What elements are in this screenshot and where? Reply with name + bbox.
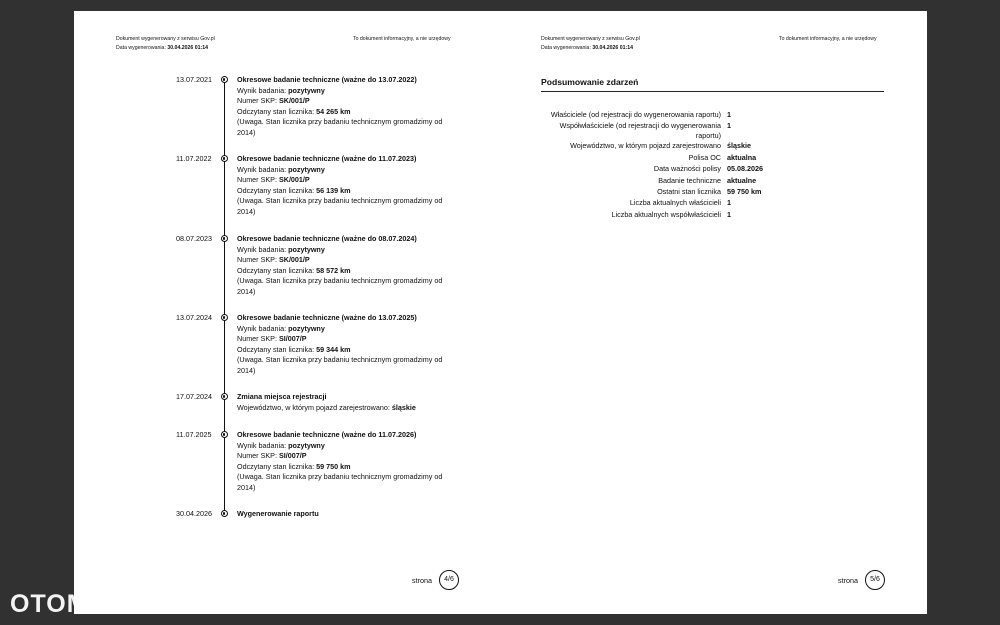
header-left-info: To dokument informacyjny, a nie urzędowy xyxy=(353,36,451,42)
event-title: Okresowe badanie techniczne (ważne do 11.07.2026) xyxy=(237,430,417,439)
event-title: Okresowe badanie techniczne (ważne do 11.07.2023) xyxy=(237,154,417,163)
summary-label: Liczba aktualnych właścicieli xyxy=(629,198,721,207)
odometer-label: Odczytany stan licznika: xyxy=(237,461,315,471)
result-label: Wynik badania: xyxy=(237,323,287,333)
event-note: (Uwaga. Stan licznika przy badaniu technicznym gromadzimy od 2014) xyxy=(237,276,443,296)
event-title: Okresowe badanie techniczne (ważne do 08.07.2024) xyxy=(237,234,417,243)
date-label: Data wygenerowania: xyxy=(541,45,591,51)
summary-value: 05.08.2026 xyxy=(727,164,763,173)
timeline-dot-icon xyxy=(221,155,228,162)
summary-label: Data ważności polisy xyxy=(653,164,721,173)
summary-value: aktualna xyxy=(727,153,757,162)
event-note: (Uwaga. Stan licznika przy badaniu technicznym gromadzimy od 2014) xyxy=(237,117,443,137)
summary-label: Ostatni stan licznika xyxy=(657,187,721,196)
timeline-dot-icon xyxy=(221,510,228,517)
odometer-label: Odczytany stan licznika: xyxy=(237,106,315,116)
skp-value: SK/001/P xyxy=(278,255,310,264)
header-right-date xyxy=(541,44,633,52)
date-label: Data wygenerowania: xyxy=(116,45,166,51)
odometer-value: 59 750 km xyxy=(316,461,351,471)
skp-label: Numer SKP: xyxy=(237,255,277,264)
event-note: (Uwaga. Stan licznika przy badaniu technicznym gromadzimy od 2014) xyxy=(237,196,443,216)
timeline-dot-icon xyxy=(221,76,228,83)
event-note: (Uwaga. Stan licznika przy badaniu technicznym gromadzimy od 2014) xyxy=(237,472,443,492)
summary-label: Liczba aktualnych współwłaścicieli xyxy=(611,210,721,219)
summary-value: aktualne xyxy=(727,176,757,185)
timeline-dot-icon xyxy=(221,431,228,438)
timeline-line xyxy=(224,78,225,514)
region-label: Województwo, w którym pojazd zarejestrowano: xyxy=(237,402,390,412)
summary-value: 1 xyxy=(727,110,731,119)
skp-label: Numer SKP: xyxy=(237,334,277,343)
header-right-info: To dokument informacyjny, a nie urzędowy xyxy=(779,36,877,42)
page-label-left: strona xyxy=(412,576,432,585)
header-right-source: Dokument wygenerowany z serwisu Gov.pl xyxy=(541,36,640,42)
event-title: Okresowe badanie techniczne (ważne do 13.07.2025) xyxy=(237,313,417,322)
summary-title: Podsumowanie zdarzeń xyxy=(541,77,884,92)
result-value: pozytywny xyxy=(288,440,325,450)
odometer-label: Odczytany stan licznika: xyxy=(237,344,315,354)
result-value: pozytywny xyxy=(288,323,325,333)
summary-value: 59 750 km xyxy=(727,187,762,196)
odometer-value: 59 344 km xyxy=(316,344,351,354)
skp-label: Numer SKP: xyxy=(237,451,277,460)
timeline-dot-icon xyxy=(221,235,228,242)
summary-label: Polisa OC xyxy=(688,153,721,162)
result-value: pozytywny xyxy=(288,85,325,95)
date-value: 30.04.2026 01:14 xyxy=(167,45,209,51)
odometer-value: 56 139 km xyxy=(316,185,351,195)
summary-label: Badanie techniczne xyxy=(658,176,721,185)
odometer-label: Odczytany stan licznika: xyxy=(237,265,315,275)
result-label: Wynik badania: xyxy=(237,85,287,95)
skp-value: SI/007/P xyxy=(278,451,307,460)
summary-label: Współwłaściciele (od rejestracji do wygenerowania raportu) xyxy=(559,121,721,140)
event-note: (Uwaga. Stan licznika przy badaniu technicznym gromadzimy od 2014) xyxy=(237,355,443,375)
event-date: 13.07.2024 xyxy=(176,313,212,322)
header-left-date xyxy=(116,44,208,52)
event-date: 17.07.2024 xyxy=(176,392,212,401)
page-label-right: strona xyxy=(838,576,858,585)
skp-label: Numer SKP: xyxy=(237,175,277,184)
brand-watermark-logo: OTOMOTO xyxy=(10,590,146,618)
event-date: 11.07.2025 xyxy=(176,430,212,439)
timeline-dot-icon xyxy=(221,393,228,400)
event-title: Zmiana miejsca rejestracji xyxy=(237,392,327,401)
region-value: śląskie xyxy=(391,402,416,412)
event-title: Wygenerowanie raportu xyxy=(237,509,319,518)
event-date: 08.07.2023 xyxy=(176,234,212,243)
result-label: Wynik badania: xyxy=(237,164,287,174)
summary-value: 1 xyxy=(727,210,731,219)
event-date: 13.07.2021 xyxy=(176,75,212,84)
event-date: 30.04.2026 xyxy=(176,509,212,518)
result-label: Wynik badania: xyxy=(237,244,287,254)
header-left-source: Dokument wygenerowany z serwisu Gov.pl xyxy=(116,36,215,42)
event-date: 11.07.2022 xyxy=(176,154,212,163)
summary-value: śląskie xyxy=(727,141,751,150)
skp-value: SK/001/P xyxy=(278,96,310,105)
summary-label: Województwo, w którym pojazd zarejestrowano xyxy=(570,141,721,150)
timeline-dot-icon xyxy=(221,314,228,321)
skp-value: SK/001/P xyxy=(278,175,310,184)
skp-label: Numer SKP: xyxy=(237,96,277,105)
result-label: Wynik badania: xyxy=(237,440,287,450)
summary-value: 1 xyxy=(727,198,731,207)
page-number-left: 4/6 xyxy=(439,570,459,590)
skp-value: SI/007/P xyxy=(278,334,307,343)
odometer-value: 54 265 km xyxy=(316,106,351,116)
result-value: pozytywny xyxy=(288,164,325,174)
event-title: Okresowe badanie techniczne (ważne do 13.07.2022) xyxy=(237,75,417,84)
summary-label: Właściciele (od rejestracji do wygenerowania raportu) xyxy=(550,110,721,119)
result-value: pozytywny xyxy=(288,244,325,254)
odometer-label: Odczytany stan licznika: xyxy=(237,185,315,195)
date-value: 30.04.2026 01:14 xyxy=(592,45,634,51)
page-number-right: 5/6 xyxy=(865,570,885,590)
odometer-value: 58 572 km xyxy=(316,265,351,275)
summary-value: 1 xyxy=(727,121,731,130)
